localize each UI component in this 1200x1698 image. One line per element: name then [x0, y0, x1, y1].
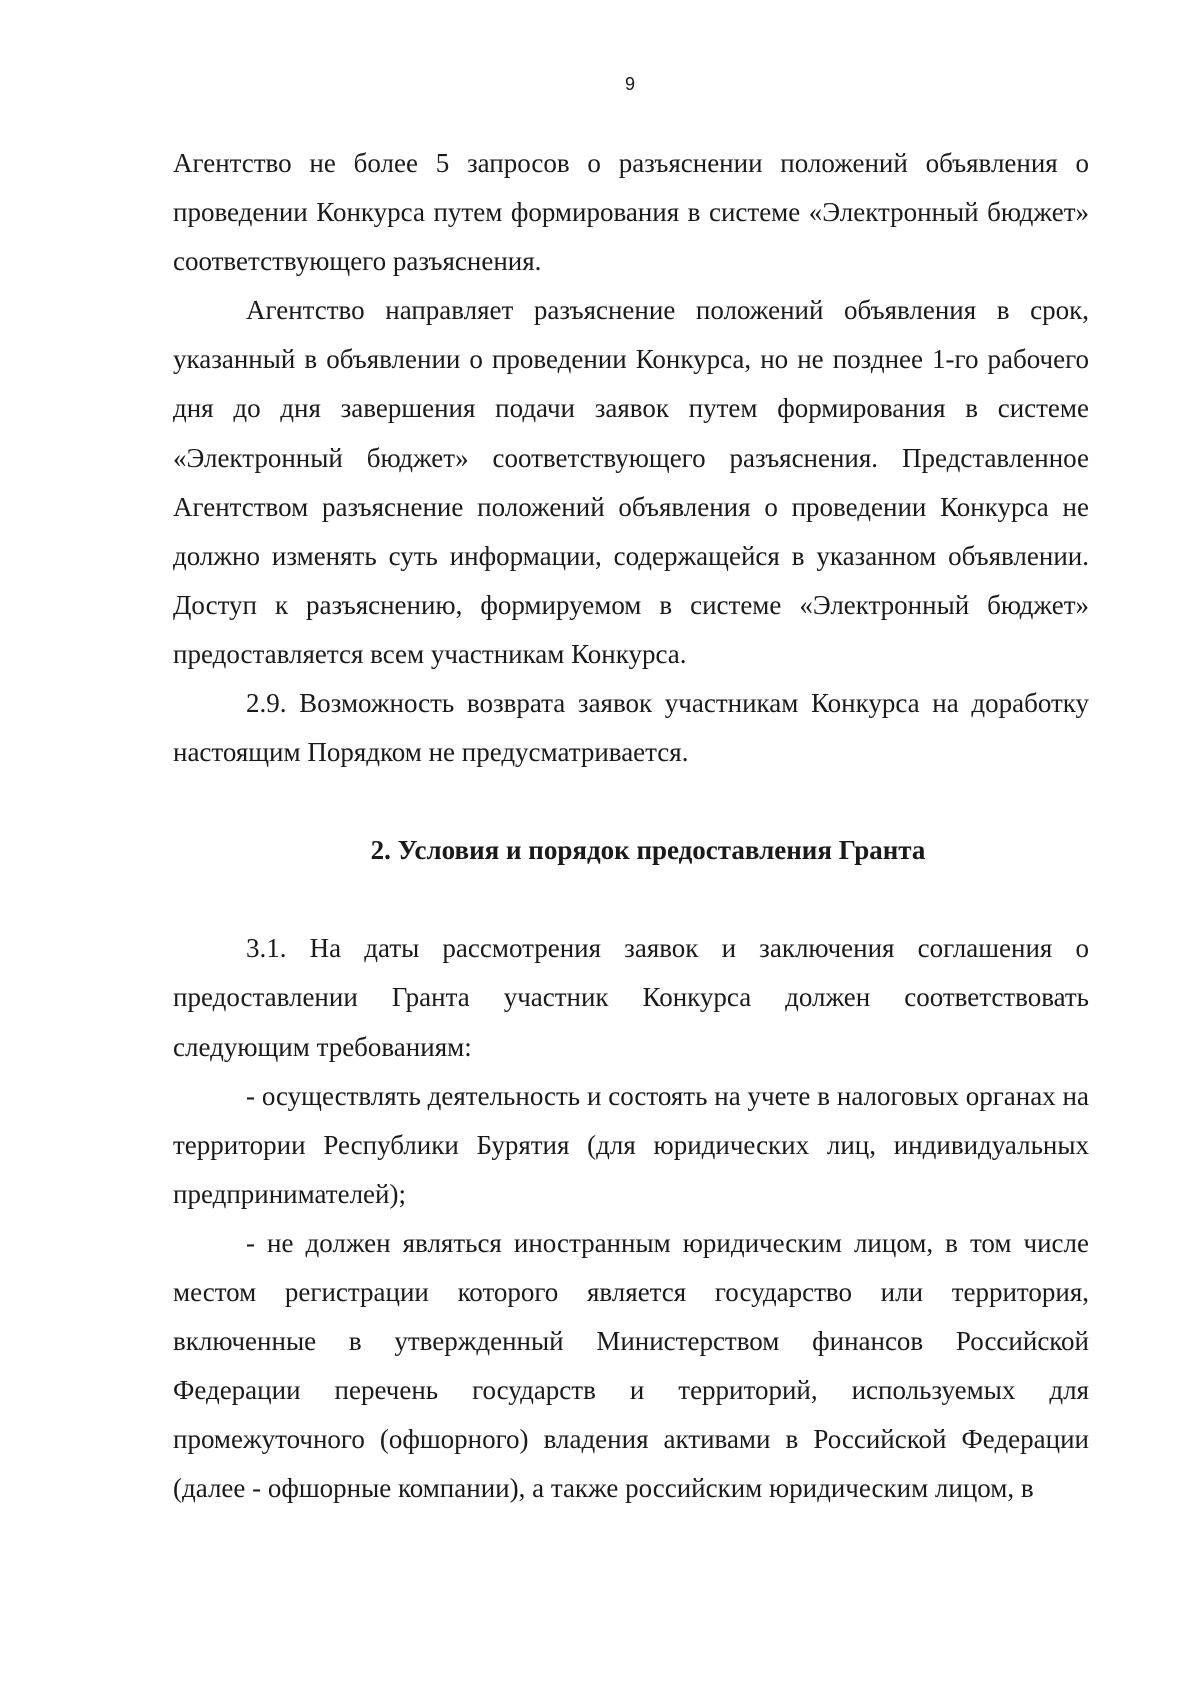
paragraph-agency-clarification: Агентство направляет разъяснение положений объявления в срок, указанный в объявлении о проведении Конкурса, но не позднее 1-го рабочего дня до дня завершения подачи заявок путем формирования в системе «Электронный бюджет» соответствующего разъяснения. Представленное Агентством разъяснение положений объявления о проведении Конкурса не должно изменять суть информации, содержащейся в указанном объявлении. Доступ к разъяснению, формируемом в системе «Электронный бюджет» предоставляется всем участникам Конкурса.	[173, 295, 1089, 669]
page-number: 9	[624, 74, 635, 94]
paragraph-requirement-tax: - осуществлять деятельность и состоять на учете в налоговых органах на территории Республики Бурятия (для юридических лиц, индивидуальных предпринимателей);	[173, 1080, 1089, 1209]
paragraph-3-1: 3.1. На даты рассмотрения заявок и заключения соглашения о предоставлении Гранта участник Конкурса должен соответствовать следующим требованиям:	[173, 933, 1089, 1062]
paragraph-continuation: Агентство не более 5 запросов о разъяснении положений объявления о проведении Конкурса путем формирования в системе «Электронный бюджет» соответствующего разъяснения.	[173, 148, 1089, 277]
paragraph-requirement-foreign: - не должен являться иностранным юридическим лицом, в том числе местом регистрации которого является государство или территория, включенные в утвержденный Министерством финансов Российской Федерации перечень государств и территорий, используемых для промежуточного (офшорного) владения активами в Российской Федерации (далее - офшорные компании), а также российским юридическим лицом, в	[173, 1227, 1089, 1504]
document-body	[173, 139, 1089, 1513]
section-heading: 2. Условия и порядок предоставления Гранта	[370, 835, 926, 866]
paragraph-2-9: 2.9. Возможность возврата заявок участникам Конкурса на доработку настоящим Порядком не предусматривается.	[173, 688, 1089, 768]
